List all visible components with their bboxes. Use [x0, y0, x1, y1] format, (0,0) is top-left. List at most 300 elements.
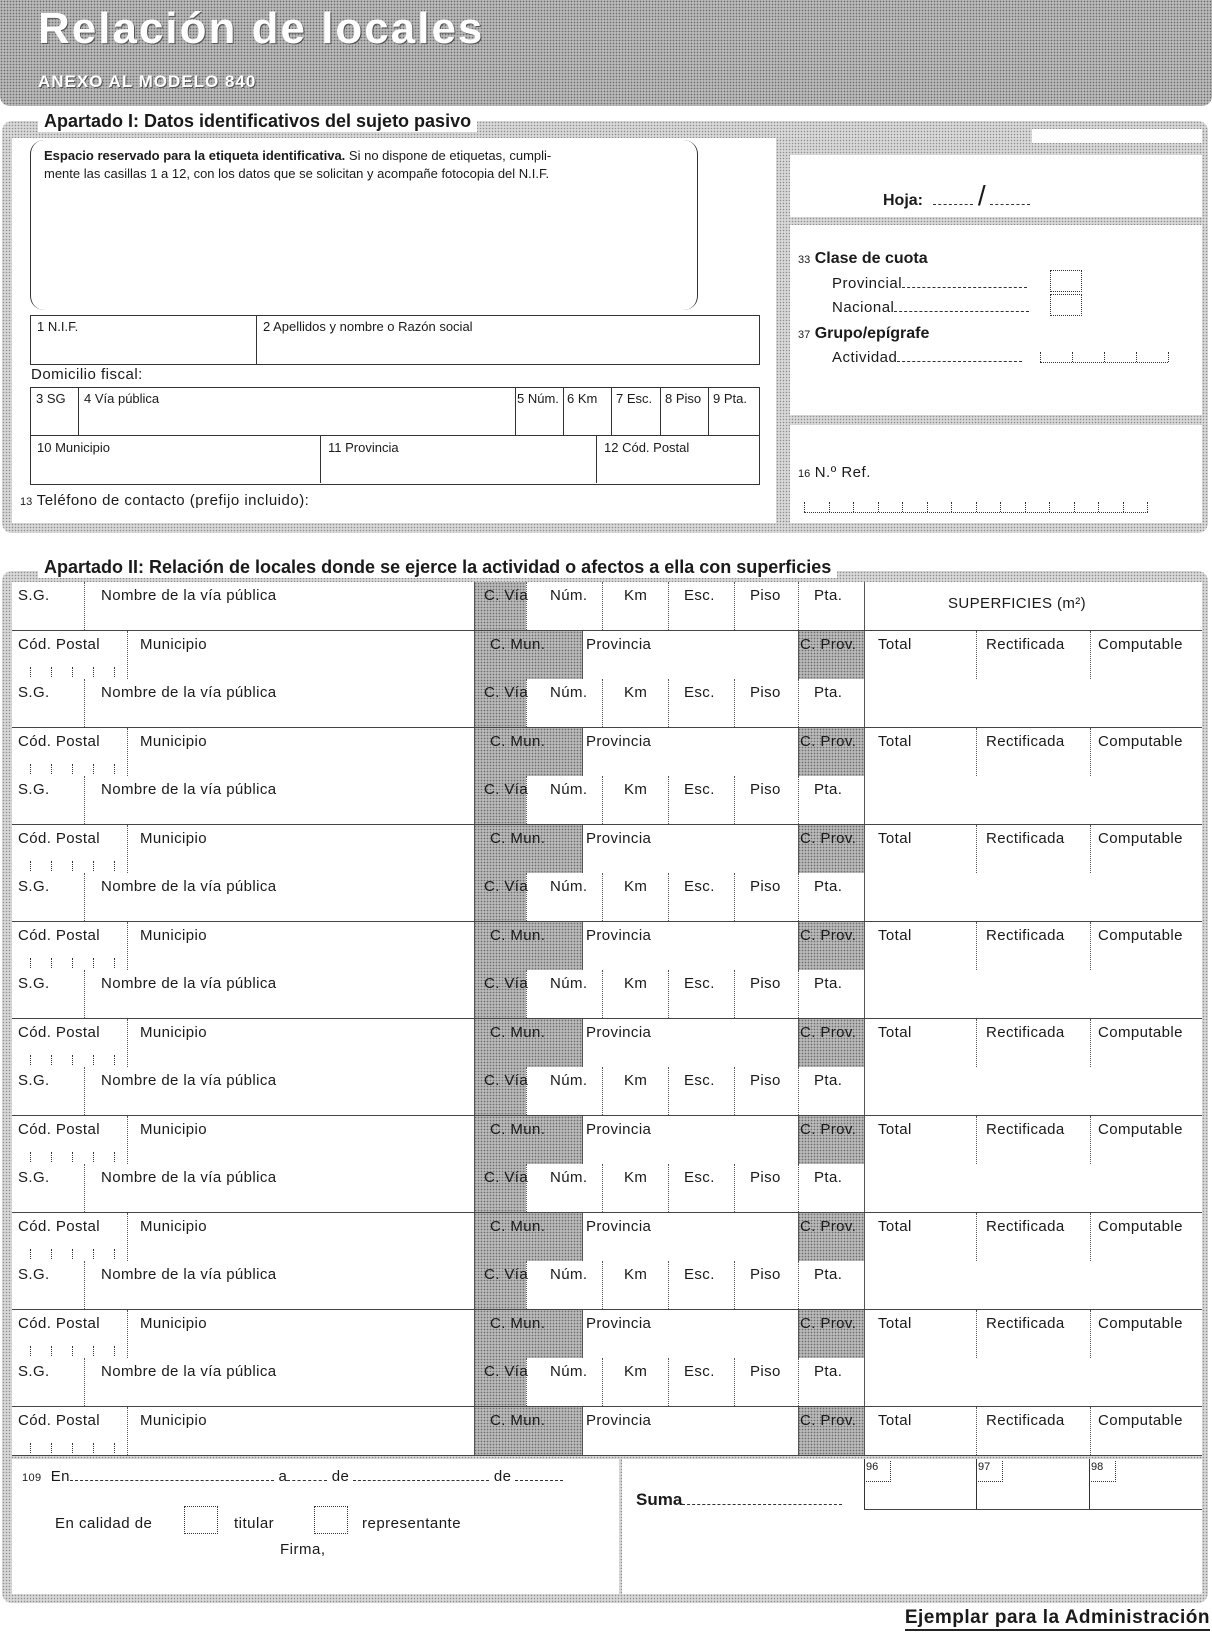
col-sep — [976, 631, 977, 679]
col-sep — [582, 1019, 583, 1067]
cprov-cell[interactable]: C. Prov. — [800, 635, 857, 653]
via-nombre-cell[interactable]: Nombre de la vía pública — [101, 1266, 277, 1283]
via-nombre-cell[interactable]: Nombre de la vía pública — [101, 684, 277, 701]
piso-cell[interactable]: Piso — [750, 1169, 781, 1186]
esc-cell[interactable]: Esc. — [684, 1363, 715, 1380]
address-sep — [708, 387, 709, 435]
address-row — [12, 1261, 1202, 1310]
cp-cell[interactable]: Cód. Postal — [18, 829, 100, 847]
col-sep — [864, 679, 865, 727]
computable-cell[interactable]: Computable — [1098, 1314, 1183, 1332]
location-row — [12, 1019, 1202, 1068]
esc-cell[interactable]: Esc. — [684, 1072, 715, 1089]
suma-sep — [976, 1459, 977, 1509]
km-cell[interactable]: Km — [624, 878, 648, 895]
suma-sep — [1089, 1459, 1090, 1509]
sg-cell[interactable]: S.G. — [18, 684, 50, 701]
cprov-cell[interactable]: C. Prov. — [800, 1120, 857, 1138]
col-sep — [127, 1116, 128, 1164]
place-date-line[interactable] — [22, 1468, 563, 1485]
col-sep — [976, 825, 977, 873]
cp-tick — [93, 667, 94, 677]
ref-tick — [853, 502, 854, 512]
casilla-97[interactable]: 97 — [978, 1461, 1003, 1482]
hoja-label: Hoja: — [883, 192, 923, 209]
address-row — [12, 679, 1202, 728]
suma-row — [636, 1490, 842, 1510]
cvia-cell[interactable]: C. Vía — [484, 878, 529, 895]
ref-tick — [1000, 502, 1001, 512]
col-sep — [798, 679, 799, 727]
total-cell[interactable]: Total — [878, 1314, 912, 1332]
via-nombre-cell[interactable]: Nombre de la vía pública — [101, 1169, 277, 1186]
col-sep — [798, 1067, 799, 1115]
address-sep — [611, 387, 612, 435]
pta-cell[interactable]: Pta. — [814, 1363, 843, 1380]
computable-cell[interactable]: Computable — [1098, 829, 1183, 847]
total-cell[interactable]: Total — [878, 1023, 912, 1041]
cmun-cell[interactable]: C. Mun. — [490, 635, 546, 653]
esc-field[interactable]: 7 Esc. — [616, 391, 653, 406]
cmun-cell[interactable]: C. Mun. — [490, 829, 546, 847]
col-sep — [84, 776, 85, 824]
col-sep — [798, 728, 799, 776]
location-row — [12, 922, 1202, 971]
col-sep — [864, 970, 865, 1018]
domicilio-label: Domicilio fiscal: — [31, 366, 143, 383]
num-field[interactable]: 5 Núm. — [517, 391, 559, 406]
rectificada-cell[interactable]: Rectificada — [986, 1120, 1065, 1138]
num-cell[interactable]: Núm. — [550, 1363, 588, 1380]
cp-tick — [30, 861, 31, 871]
computable-cell[interactable]: Computable — [1098, 732, 1183, 750]
cp-tick — [72, 1346, 73, 1356]
provincia-cell[interactable]: Provincia — [586, 732, 652, 750]
cmun-cell[interactable]: C. Mun. — [490, 1023, 546, 1041]
cp-tick — [30, 1249, 31, 1259]
provincia-cell[interactable]: Provincia — [586, 926, 652, 944]
km-cell[interactable]: Km — [624, 684, 648, 701]
municipio-cell[interactable]: Municipio — [140, 829, 207, 847]
provincia-cell[interactable]: Provincia — [586, 635, 652, 653]
provincial-checkbox[interactable] — [1050, 270, 1082, 292]
km-cell[interactable]: Km — [624, 1363, 648, 1380]
address-sep — [78, 387, 79, 435]
col-sep — [582, 1310, 583, 1358]
cvia-cell[interactable]: C. Vía — [484, 1072, 529, 1089]
address-sep — [515, 387, 516, 435]
provincia-cell[interactable]: Provincia — [586, 1314, 652, 1332]
num-cell[interactable]: Núm. — [550, 587, 588, 604]
total-cell[interactable]: Total — [878, 926, 912, 944]
provincia-cell[interactable]: Provincia — [586, 829, 652, 847]
cp-tick — [72, 861, 73, 871]
col-sep — [734, 1358, 735, 1406]
firma-label: Firma, — [280, 1541, 326, 1558]
titular-checkbox[interactable] — [184, 1506, 218, 1534]
pta-cell[interactable]: Pta. — [814, 1169, 843, 1186]
esc-cell[interactable]: Esc. — [684, 587, 715, 604]
representante-checkbox[interactable] — [314, 1506, 348, 1534]
cp-tick — [93, 764, 94, 774]
num-cell[interactable]: Núm. — [550, 878, 588, 895]
col-sep — [668, 679, 669, 727]
cvia-cell[interactable]: C. Vía — [484, 1169, 529, 1186]
col-sep — [474, 1116, 475, 1164]
provincia-cell[interactable]: Provincia — [586, 1023, 652, 1041]
rectificada-cell[interactable]: Rectificada — [986, 1411, 1065, 1429]
via-nombre-cell[interactable]: Nombre de la vía pública — [101, 781, 277, 798]
col-sep — [798, 1213, 799, 1261]
num-cell[interactable]: Núm. — [550, 1266, 588, 1283]
piso-cell[interactable]: Piso — [750, 1072, 781, 1089]
nacional-label: Nacional — [832, 299, 895, 316]
ejemplar-label: Ejemplar para la Administración — [905, 1607, 1210, 1631]
col-sep — [474, 922, 475, 970]
col-sep — [798, 1116, 799, 1164]
col-sep — [582, 631, 583, 679]
km-cell[interactable]: Km — [624, 1266, 648, 1283]
col-sep — [734, 679, 735, 727]
cp-tick — [93, 958, 94, 968]
computable-cell[interactable]: Computable — [1098, 1120, 1183, 1138]
hoja-field[interactable] — [883, 180, 1030, 212]
cprov-cell[interactable]: C. Prov. — [800, 926, 857, 944]
cp-field[interactable]: 12 Cód. Postal — [604, 440, 690, 455]
total-cell[interactable]: Total — [878, 1217, 912, 1235]
col-sep — [474, 1067, 475, 1115]
rectificada-cell[interactable]: Rectificada — [986, 926, 1065, 944]
col-sep — [602, 873, 603, 921]
col-sep — [84, 679, 85, 727]
cvia-cell[interactable]: C. Vía — [484, 975, 529, 992]
cvia-cell[interactable]: C. Vía — [484, 1363, 529, 1380]
pta-cell[interactable]: Pta. — [814, 1266, 843, 1283]
col-sep — [1090, 825, 1091, 873]
cp-tick — [114, 958, 115, 968]
ref-tick — [878, 502, 879, 512]
municipio-cell[interactable]: Municipio — [140, 1314, 207, 1332]
sg-cell[interactable]: S.G. — [18, 587, 50, 604]
rectificada-cell[interactable]: Rectificada — [986, 829, 1065, 847]
cp-tick — [51, 1346, 52, 1356]
municipio-cell[interactable]: Municipio — [140, 1217, 207, 1235]
esc-cell[interactable]: Esc. — [684, 684, 715, 701]
computable-cell[interactable]: Computable — [1098, 1411, 1183, 1429]
num-cell[interactable]: Núm. — [550, 1169, 588, 1186]
rectificada-cell[interactable]: Rectificada — [986, 635, 1065, 653]
cprov-cell[interactable]: C. Prov. — [800, 829, 857, 847]
piso-cell[interactable]: Piso — [750, 1363, 781, 1380]
total-cell[interactable]: Total — [878, 1411, 912, 1429]
piso-cell[interactable]: Piso — [750, 1266, 781, 1283]
col-sep — [582, 825, 583, 873]
col-sep — [864, 1310, 865, 1358]
num-cell[interactable]: Núm. — [550, 1072, 588, 1089]
col-sep — [668, 1067, 669, 1115]
address-row — [12, 873, 1202, 922]
address-sep — [320, 435, 321, 483]
col-sep — [734, 873, 735, 921]
provincia-cell[interactable]: Provincia — [586, 1217, 652, 1235]
via-field[interactable]: 4 Vía pública — [84, 391, 160, 406]
col-sep — [602, 1164, 603, 1212]
casilla-98[interactable]: 98 — [1091, 1461, 1116, 1482]
num-cell[interactable]: Núm. — [550, 781, 588, 798]
total-cell[interactable]: Total — [878, 732, 912, 750]
col-sep — [474, 1213, 475, 1261]
municipio-cell[interactable]: Municipio — [140, 1411, 207, 1429]
rectificada-cell[interactable]: Rectificada — [986, 1314, 1065, 1332]
cp-tick — [93, 861, 94, 871]
km-field[interactable]: 6 Km — [567, 391, 598, 406]
address-row — [12, 582, 1202, 631]
computable-cell[interactable]: Computable — [1098, 926, 1183, 944]
sg-cell[interactable]: S.G. — [18, 1266, 50, 1283]
pta-cell[interactable]: Pta. — [814, 1072, 843, 1089]
col-sep — [1090, 1213, 1091, 1261]
cmun-cell[interactable]: C. Mun. — [490, 1411, 546, 1429]
provincial-label: Provincial — [832, 275, 903, 292]
nacional-checkbox[interactable] — [1050, 294, 1082, 316]
via-nombre-cell[interactable]: Nombre de la vía pública — [101, 587, 277, 604]
piso-cell[interactable]: Piso — [750, 587, 781, 604]
total-cell[interactable]: Total — [878, 1120, 912, 1138]
pta-cell[interactable]: Pta. — [814, 587, 843, 604]
location-row — [12, 825, 1202, 874]
esc-cell[interactable]: Esc. — [684, 878, 715, 895]
cp-cell[interactable]: Cód. Postal — [18, 1120, 100, 1138]
ref-tick — [1025, 502, 1026, 512]
calidad-label: En calidad de — [55, 1515, 153, 1532]
cp-tick — [30, 667, 31, 677]
km-cell[interactable]: Km — [624, 975, 648, 992]
piso-cell[interactable]: Piso — [750, 781, 781, 798]
municipio-cell[interactable]: Municipio — [140, 635, 207, 653]
cp-tick — [51, 1249, 52, 1259]
total-cell[interactable]: Total — [878, 635, 912, 653]
via-nombre-cell[interactable]: Nombre de la vía pública — [101, 1072, 277, 1089]
col-sep — [582, 728, 583, 776]
km-cell[interactable]: Km — [624, 781, 648, 798]
cmun-cell[interactable]: C. Mun. — [490, 1314, 546, 1332]
cprov-cell[interactable]: C. Prov. — [800, 1411, 857, 1429]
col-sep — [474, 1310, 475, 1358]
via-nombre-cell[interactable]: Nombre de la vía pública — [101, 975, 277, 992]
col-sep — [864, 1358, 865, 1406]
cmun-cell[interactable]: C. Mun. — [490, 732, 546, 750]
piso-cell[interactable]: Piso — [750, 878, 781, 895]
provincia-cell[interactable]: Provincia — [586, 1120, 652, 1138]
col-sep — [84, 970, 85, 1018]
suma-totals — [864, 1459, 1202, 1510]
provincia-field[interactable]: 11 Provincia — [328, 440, 399, 455]
address-sep — [563, 387, 564, 435]
cvia-cell[interactable]: C. Vía — [484, 587, 529, 604]
telefono-label: Teléfono de contacto (prefijo incluido): — [36, 492, 310, 509]
col-sep — [474, 631, 475, 679]
cp-cell[interactable]: Cód. Postal — [18, 635, 100, 653]
pta-cell[interactable]: Pta. — [814, 781, 843, 798]
cp-tick — [72, 667, 73, 677]
cp-tick — [51, 861, 52, 871]
total-cell[interactable]: Total — [878, 829, 912, 847]
col-sep — [84, 1164, 85, 1212]
cp-cell[interactable]: Cód. Postal — [18, 1314, 100, 1332]
col-sep — [84, 1261, 85, 1309]
form-title: Relación de locales — [38, 4, 485, 53]
municipio-cell[interactable]: Municipio — [140, 1120, 207, 1138]
esc-cell[interactable]: Esc. — [684, 781, 715, 798]
col-sep — [798, 776, 799, 824]
cvia-cell[interactable]: C. Vía — [484, 684, 529, 701]
computable-cell[interactable]: Computable — [1098, 1217, 1183, 1235]
ref-num: 16 — [798, 468, 811, 480]
pta-cell[interactable]: Pta. — [814, 975, 843, 992]
col-sep — [864, 582, 865, 630]
telefono-field[interactable] — [20, 492, 309, 510]
cvia-cell[interactable]: C. Vía — [484, 781, 529, 798]
cp-cell[interactable]: Cód. Postal — [18, 926, 100, 944]
a-label: a — [278, 1468, 288, 1485]
provincia-cell[interactable]: Provincia — [586, 1411, 652, 1429]
cprov-cell[interactable]: C. Prov. — [800, 1217, 857, 1235]
km-cell[interactable]: Km — [624, 587, 648, 604]
municipio-field[interactable]: 10 Municipio — [37, 440, 110, 455]
cp-tick — [72, 1443, 73, 1453]
col-sep — [864, 1067, 865, 1115]
col-sep — [582, 1213, 583, 1261]
col-sep — [668, 1358, 669, 1406]
col-sep — [976, 1213, 977, 1261]
cprov-cell[interactable]: C. Prov. — [800, 1314, 857, 1332]
col-sep — [798, 1310, 799, 1358]
footer-num: 109 — [22, 1472, 42, 1484]
rectificada-cell[interactable]: Rectificada — [986, 1217, 1065, 1235]
pta-field[interactable]: 9 Pta. — [713, 391, 747, 406]
cvia-cell[interactable]: C. Vía — [484, 1266, 529, 1283]
sg-cell[interactable]: S.G. — [18, 781, 50, 798]
nif-field[interactable]: 1 N.I.F. — [37, 319, 79, 334]
rectificada-cell[interactable]: Rectificada — [986, 732, 1065, 750]
col-sep — [602, 970, 603, 1018]
form-header — [0, 0, 1212, 106]
col-sep — [864, 1213, 865, 1261]
location-row — [12, 1213, 1202, 1262]
municipio-cell[interactable]: Municipio — [140, 1023, 207, 1041]
rectificada-cell[interactable]: Rectificada — [986, 1023, 1065, 1041]
cmun-cell[interactable]: C. Mun. — [490, 1120, 546, 1138]
col-sep — [734, 1067, 735, 1115]
col-sep — [127, 1407, 128, 1455]
piso-field[interactable]: 8 Piso — [665, 391, 702, 406]
num-cell[interactable]: Núm. — [550, 975, 588, 992]
esc-cell[interactable]: Esc. — [684, 1266, 715, 1283]
clase-num: 33 — [798, 254, 811, 266]
sg-cell[interactable]: S.G. — [18, 1363, 50, 1380]
cp-cell[interactable]: Cód. Postal — [18, 1023, 100, 1041]
pta-cell[interactable]: Pta. — [814, 684, 843, 701]
col-sep — [602, 776, 603, 824]
piso-cell[interactable]: Piso — [750, 975, 781, 992]
cp-cell[interactable]: Cód. Postal — [18, 1217, 100, 1235]
form-subtitle: ANEXO AL MODELO 840 — [38, 72, 257, 91]
col-sep — [734, 776, 735, 824]
km-cell[interactable]: Km — [624, 1072, 648, 1089]
ref-tick — [829, 502, 830, 512]
address-row — [12, 970, 1202, 1019]
casilla-96[interactable]: 96 — [866, 1461, 891, 1482]
de-label-1: de — [331, 1468, 350, 1485]
label-instructions — [44, 147, 664, 183]
pta-cell[interactable]: Pta. — [814, 878, 843, 895]
num-cell[interactable]: Núm. — [550, 684, 588, 701]
representante-label: representante — [362, 1515, 462, 1532]
municipio-cell[interactable]: Municipio — [140, 926, 207, 944]
col-sep — [474, 970, 475, 1018]
sg-cell[interactable]: S.G. — [18, 975, 50, 992]
sg-field[interactable]: 3 SG — [36, 391, 66, 406]
suma-label: Suma — [636, 1490, 683, 1509]
cp-tick — [72, 958, 73, 968]
col-sep — [474, 1358, 475, 1406]
col-sep — [668, 873, 669, 921]
piso-cell[interactable]: Piso — [750, 684, 781, 701]
col-sep — [864, 1164, 865, 1212]
cp-cell[interactable]: Cód. Postal — [18, 732, 100, 750]
ref-tick — [1074, 502, 1075, 512]
computable-cell[interactable]: Computable — [1098, 1023, 1183, 1041]
cmun-cell[interactable]: C. Mun. — [490, 926, 546, 944]
km-cell[interactable]: Km — [624, 1169, 648, 1186]
col-sep — [582, 1407, 583, 1455]
col-sep — [127, 1019, 128, 1067]
en-label: En — [50, 1468, 70, 1485]
col-sep — [668, 1164, 669, 1212]
cp-tick — [93, 1443, 94, 1453]
cp-tick — [72, 1249, 73, 1259]
col-sep — [864, 776, 865, 824]
sg-cell[interactable]: S.G. — [18, 1072, 50, 1089]
cp-tick — [93, 1346, 94, 1356]
cprov-cell[interactable]: C. Prov. — [800, 732, 857, 750]
sg-cell[interactable]: S.G. — [18, 1169, 50, 1186]
col-sep — [602, 1067, 603, 1115]
esc-cell[interactable]: Esc. — [684, 975, 715, 992]
sg-cell[interactable]: S.G. — [18, 878, 50, 895]
clase-label: Clase de cuota — [814, 250, 928, 267]
cmun-cell[interactable]: C. Mun. — [490, 1217, 546, 1235]
via-nombre-cell[interactable]: Nombre de la vía pública — [101, 878, 277, 895]
col-sep — [1090, 1116, 1091, 1164]
cprov-cell[interactable]: C. Prov. — [800, 1023, 857, 1041]
ref-tick — [976, 502, 977, 512]
computable-cell[interactable]: Computable — [1098, 635, 1183, 653]
cp-tick — [114, 764, 115, 774]
cp-cell[interactable]: Cód. Postal — [18, 1411, 100, 1429]
titular-label: titular — [234, 1515, 275, 1532]
esc-cell[interactable]: Esc. — [684, 1169, 715, 1186]
col-sep — [1090, 1310, 1091, 1358]
cp-tick — [51, 764, 52, 774]
municipio-cell[interactable]: Municipio — [140, 732, 207, 750]
grupo-title — [798, 325, 929, 343]
col-sep — [1090, 922, 1091, 970]
section-2-title: Apartado II: Relación de locales donde se ejerce la actividad o afectos a ella con superficies — [38, 557, 837, 578]
nombre-field[interactable]: 2 Apellidos y nombre o Razón social — [263, 319, 473, 334]
col-sep — [864, 1116, 865, 1164]
via-nombre-cell[interactable]: Nombre de la vía pública — [101, 1363, 277, 1380]
